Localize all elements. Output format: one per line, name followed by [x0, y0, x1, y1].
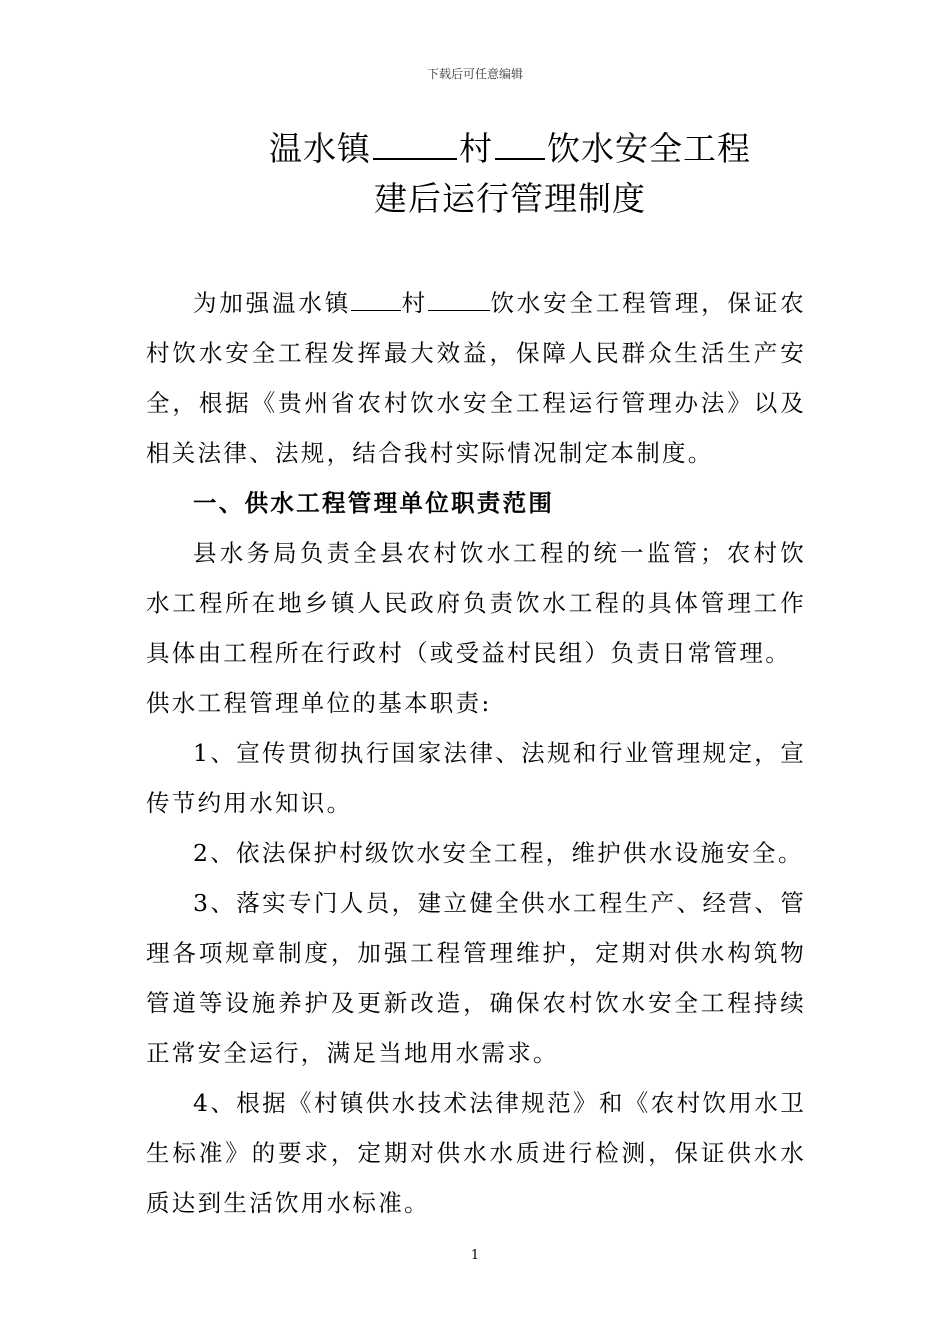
section-heading: 一、供水工程管理单位职责范围 [193, 489, 555, 517]
intro-text-3: 饮水安全工程管理，保证农村饮水安全工程发挥最大效益，保障人民群众生活生产安全，根据《贵州省农村饮水安全工程运行管理办法》以及相关法律、法规，结合我村实际情况制定本制度。 [146, 289, 806, 467]
document-title-line-2: 建后运行管理制度 [374, 179, 646, 218]
page-number: 1 [470, 1248, 480, 1263]
header-note: 下载后可任意编辑 [426, 67, 523, 81]
title-blank-project [495, 128, 545, 160]
intro-paragraph [146, 278, 806, 478]
document-body [146, 278, 806, 1228]
duty-item-1: 1、宣传贯彻执行国家法律、法规和行业管理规定，宣传节约用水知识。 [146, 739, 806, 817]
duty-item-2: 2、依法保护村级饮水安全工程，维护供水设施安全。 [193, 839, 804, 867]
section-paragraph: 县水务局负责全县农村饮水工程的统一监管；农村饮水工程所在地乡镇人民政府负责饮水工程的具体管理工作具体由工程所在行政村（或受益村民组）负责日常管理。 [146, 539, 806, 667]
title-blank-village [373, 128, 457, 160]
duties-intro: 供水工程管理单位的基本职责: [146, 689, 492, 717]
intro-blank-project [428, 286, 490, 311]
intro-text-2: 村 [401, 289, 428, 317]
intro-text-1: 为加强温水镇 [193, 289, 352, 317]
duty-item-3: 3、落实专门人员，建立健全供水工程生产、经营、管理各项规章制度，加强工程管理维护，定期对供水构筑物管道等设施养护及更新改造，确保农村饮水安全工程持续正常安全运行，满足当地用水需求。 [146, 889, 806, 1067]
title-village: 村 [459, 129, 493, 168]
title-project: 饮水安全工程 [547, 129, 751, 168]
title-town: 温水镇 [269, 129, 371, 168]
duty-item-4: 4、根据《村镇供水技术法律规范》和《农村饮用水卫生标准》的要求，定期对供水水质进行检测，保证供水水质达到生活饮用水标准。 [146, 1089, 806, 1217]
intro-blank-village [351, 286, 401, 311]
document-title-line-1 [0, 127, 950, 171]
